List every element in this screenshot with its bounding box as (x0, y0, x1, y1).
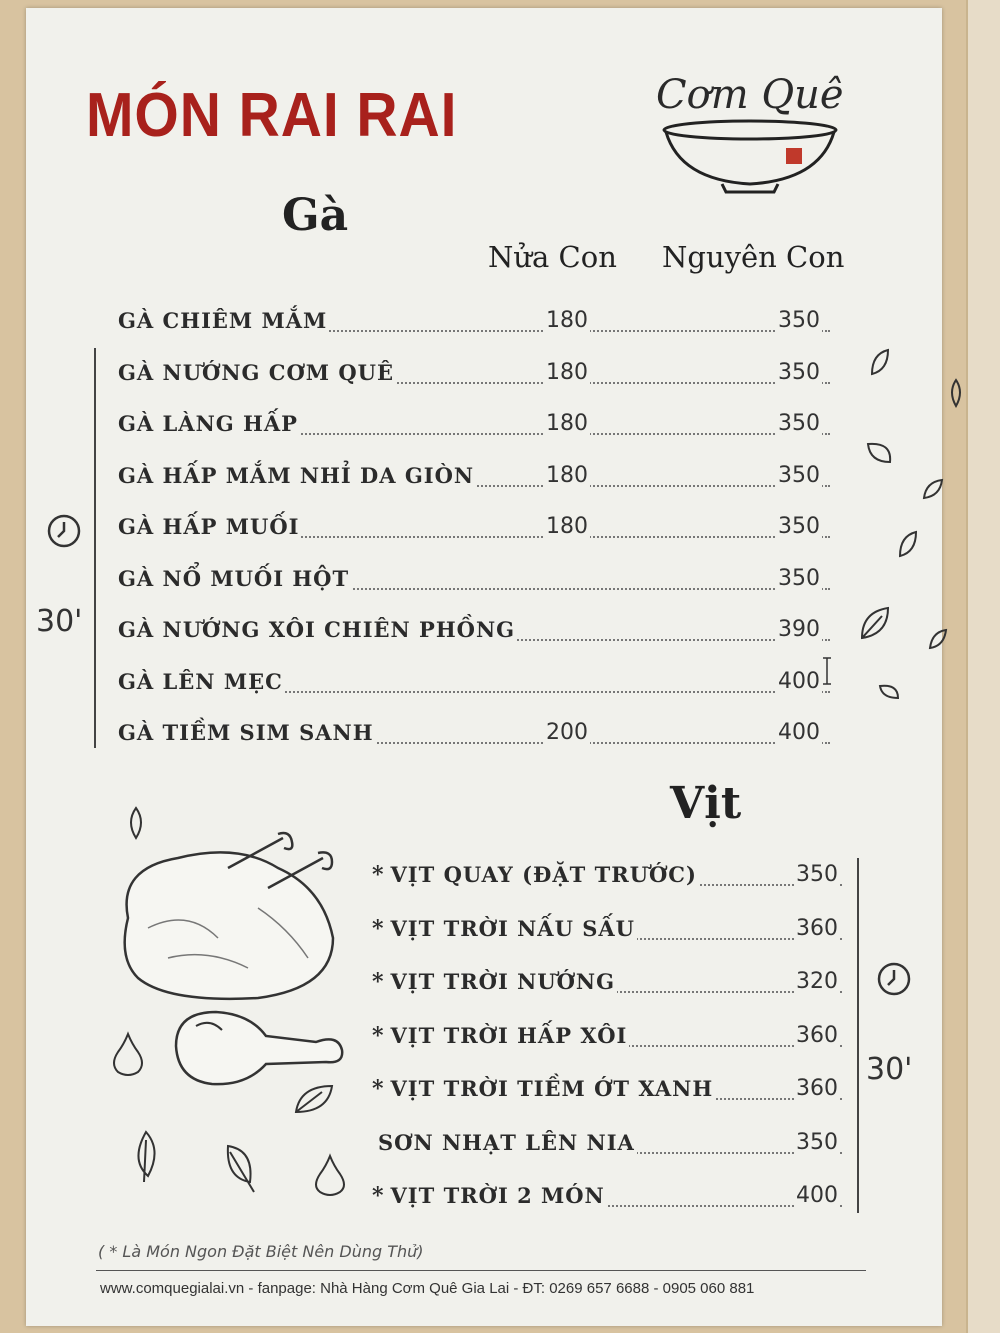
dish-name (372, 1023, 629, 1049)
dish-name-text: SƠN NHẠT LÊN NIA (378, 1129, 635, 1155)
column-half-header: Nửa Con (488, 240, 617, 274)
dish-name (372, 969, 617, 995)
price: 350 (796, 862, 838, 887)
table-row (118, 669, 830, 703)
clock-icon (46, 513, 82, 549)
recommended-star: * (372, 1183, 385, 1209)
dish-name-text: VỊT TRỜI NƯỚNG (390, 969, 616, 994)
table-row (118, 463, 830, 497)
price: 360 (796, 915, 838, 941)
dish-name: GÀ TIỀM SIM SANH (118, 720, 374, 745)
recommended-star: * (372, 969, 385, 995)
table-row (372, 969, 842, 1003)
menu-title: MÓN RAI RAI (86, 81, 458, 150)
price-whole: 390 (778, 617, 820, 642)
clock-icon (876, 961, 912, 997)
leaf-icon (946, 378, 966, 408)
price-half: 180 (546, 514, 588, 539)
recommended-star: * (372, 915, 385, 942)
table-row (118, 514, 830, 548)
recommended-star: * (372, 862, 385, 888)
price-half: 200 (546, 720, 588, 745)
time-note-vit: 30' (866, 1052, 913, 1087)
price: 350 (796, 1129, 838, 1155)
ga-bracket-line (94, 348, 96, 748)
column-whole-header: Nguyên Con (662, 240, 845, 274)
price-half: 180 (546, 359, 588, 385)
section-heading-vit: Vịt (670, 778, 742, 829)
leaf-icon (292, 1082, 336, 1118)
table-row (118, 720, 830, 754)
price-whole: 400 (778, 720, 820, 745)
dish-name: GÀ LÊN MẸC (118, 668, 283, 694)
dish-name: GÀ CHIÊM MẮM (118, 308, 328, 333)
dish-name (372, 1076, 715, 1102)
leaf-icon (928, 628, 948, 650)
price-whole: 350 (778, 514, 820, 539)
leaf-icon (128, 1130, 164, 1184)
table-row (372, 1183, 842, 1217)
garlic-icon (108, 1030, 148, 1080)
dish-name (372, 862, 699, 888)
leaf-icon (858, 604, 892, 642)
section-heading-ga: Gà (282, 190, 349, 241)
dish-name-text: VỊT QUAY (ĐẶT TRƯỚC) (390, 862, 697, 887)
time-note-ga: 30' (36, 604, 83, 639)
table-row (118, 566, 830, 600)
leaf-icon (124, 806, 148, 842)
price-whole: 350 (778, 565, 820, 591)
price: 320 (796, 969, 838, 994)
table-row (118, 360, 830, 394)
recommended-star: * (372, 1076, 385, 1102)
price-whole: 350 (778, 359, 820, 385)
table-row (372, 916, 842, 950)
recommended-star: * (372, 1022, 385, 1049)
price: 360 (796, 1076, 838, 1101)
price-whole: 400 (778, 668, 820, 694)
table-row (118, 411, 830, 445)
menu-page (26, 8, 942, 1326)
price-whole: 350 (778, 411, 820, 436)
page-edge (966, 0, 1000, 1333)
table-row (372, 1076, 842, 1110)
roast-chicken-icon (108, 828, 348, 1018)
leaf-icon (922, 478, 944, 500)
dish-name-text: VỊT TRỜI 2 MÓN (390, 1183, 605, 1208)
price-half: 180 (546, 462, 588, 488)
dish-name (372, 1130, 637, 1156)
dish-name (372, 916, 637, 942)
dish-name: GÀ NƯỚNG XÔI CHIÊN PHỒNG (118, 617, 516, 642)
dish-name: GÀ HẤP MUỐI (118, 514, 300, 539)
logo-text: Cơm Quê (656, 72, 844, 118)
bowl-logo-icon (660, 118, 840, 194)
drumstick-icon (166, 1006, 346, 1090)
table-row (118, 308, 830, 342)
price: 400 (796, 1183, 838, 1208)
price-whole: 350 (778, 308, 820, 333)
vit-bracket-line (857, 858, 859, 1213)
dish-name: GÀ LÀNG HẤP (118, 411, 298, 436)
table-row (118, 617, 830, 651)
footer-contact: www.comquegialai.vn - fanpage: Nhà Hàng Cơm Quê Gia Lai - ĐT: 0269 657 6688 - 0905 060 881 (100, 1280, 755, 1297)
dish-name-text: VỊT TRỜI HẤP XÔI (390, 1022, 628, 1048)
dish-name-text: VỊT TRỜI TIỀM ỚT XANH (390, 1076, 714, 1101)
dish-name: GÀ HẤP MẮM NHỈ DA GIÒN (118, 462, 475, 488)
table-row (372, 1130, 842, 1164)
leaf-icon (868, 348, 892, 378)
dish-name-text: VỊT TRỜI NẤU SẤU (390, 915, 635, 941)
text-cursor-icon (820, 656, 834, 686)
leaf-icon (896, 530, 920, 560)
table-row (372, 1023, 842, 1057)
leaf-icon (878, 682, 900, 700)
footnote: ( * Là Món Ngon Đặt Biệt Nên Dùng Thử) (98, 1242, 424, 1261)
price: 360 (796, 1022, 838, 1048)
price-whole: 350 (778, 462, 820, 488)
dish-name (372, 1183, 607, 1209)
leaf-icon (866, 440, 894, 466)
price-half: 180 (546, 411, 588, 436)
dish-name: GÀ NƯỚNG CƠM QUÊ (118, 359, 394, 385)
footer-divider (96, 1270, 866, 1271)
leaf-icon (220, 1142, 260, 1196)
garlic-icon (310, 1152, 350, 1200)
table-row (372, 862, 842, 896)
dish-name: GÀ NỔ MUỐI HỘT (118, 565, 350, 591)
price-half: 180 (546, 308, 588, 333)
